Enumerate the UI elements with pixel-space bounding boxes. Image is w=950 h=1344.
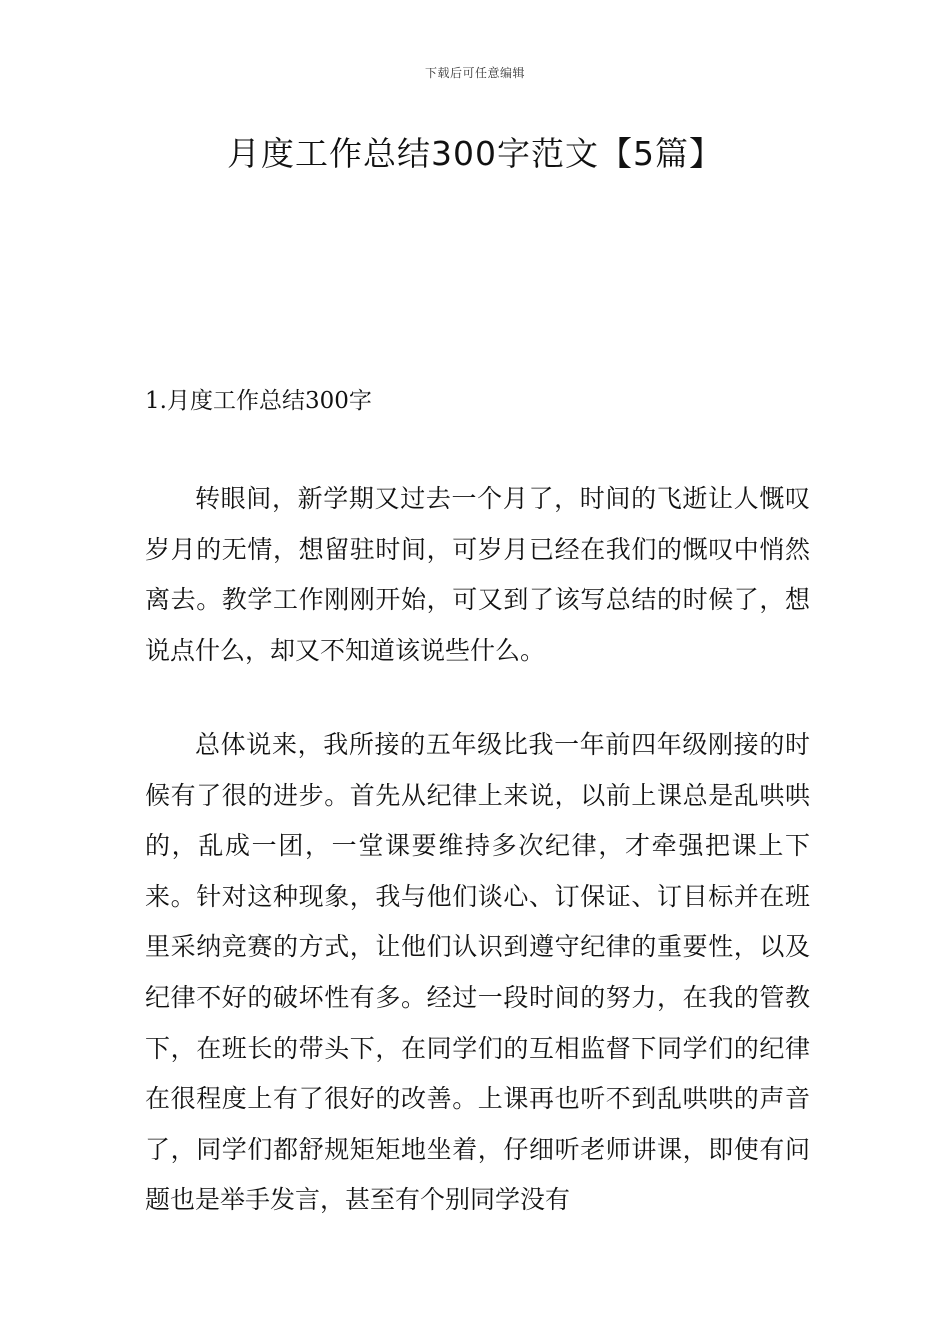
document-title: 月度工作总结300字范文【5篇】 xyxy=(227,134,723,173)
paragraph: 转眼间，新学期又过去一个月了，时间的飞逝让人慨叹岁月的无情，想留驻时间，可岁月已经在我们的慨叹中悄然离去。教学工作刚刚开始，可又到了该写总结的时候了，想说点什么，却又不知道该说些什么。 xyxy=(145,484,810,665)
header-note: 下载后可任意编辑 xyxy=(424,66,525,80)
section-heading: 1.月度工作总结300字 xyxy=(145,388,372,414)
paragraph: 总体说来，我所接的五年级比我一年前四年级刚接的时候有了很的进步。首先从纪律上来说，以前上课总是乱哄哄的，乱成一团，一堂课要维持多次纪律，才牵强把课上下来。针对这种现象，我与他们谈心、订保证、订目标并在班里采纳竞赛的方式，让他们认识到遵守纪律的重要性，以及纪律不好的破坏性有多。经过一段时间的努力，在我的管教下，在班长的带头下，在同学们的互相监督下同学们的纪律在很程度上有了很好的改善。上课再也听不到乱哄哄的声音了，同学们都舒规矩矩地坐着，仔细听老师讲课，即使有问题也是举手发言，甚至有个别同学没有 xyxy=(145,730,810,1215)
